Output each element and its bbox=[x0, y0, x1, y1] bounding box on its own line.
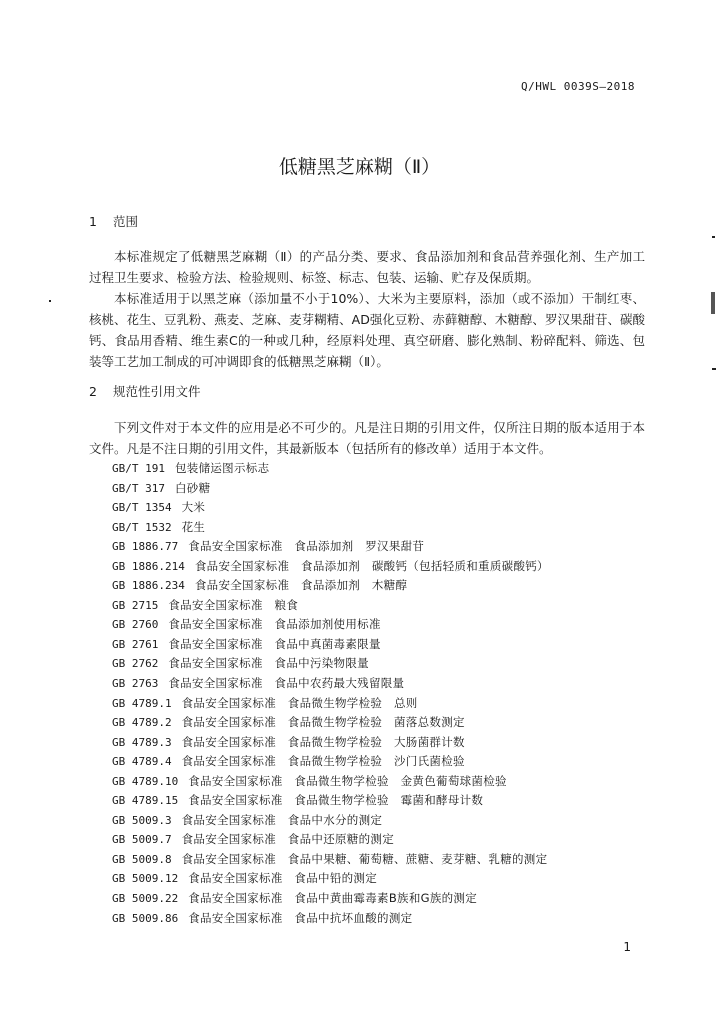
reference-code: GB 2763 bbox=[112, 677, 159, 691]
reference-item bbox=[112, 811, 549, 831]
reference-item bbox=[112, 694, 549, 714]
reference-item bbox=[112, 557, 549, 577]
reference-title: 食品安全国家标准 食品微生物学检验 沙门氏菌检验 bbox=[181, 754, 465, 769]
reference-code: GB 5009.8 bbox=[112, 852, 172, 866]
reference-item bbox=[112, 537, 549, 557]
reference-item bbox=[112, 576, 549, 596]
reference-item bbox=[112, 518, 549, 538]
reference-item bbox=[112, 596, 549, 616]
reference-code: GB/T 1354 bbox=[112, 501, 172, 515]
reference-title: 食品安全国家标准 食品中果糖、葡萄糖、蔗糖、麦芽糖、乳糖的测定 bbox=[181, 851, 548, 866]
scope-paragraph-2: 本标准适用于以黑芝麻（添加量不小于10%）、大米为主要原料，添加（或不添加）干制红枣、核桃、花生、豆乳粉、燕麦、芝麻、麦芽糊精、AD强化豆粉、赤藓糖醇、木糖醇、罗汉果甜苷、碳酸钙、食品用香精、维生素C的一种或几种，经原料处理、真空研磨、膨化熟制、粉碎配料、筛选、包装等工艺加工制成的可冲调即食的低糖黑芝麻糊（Ⅱ）。 bbox=[89, 291, 645, 369]
page-number: 1 bbox=[623, 940, 631, 954]
reference-title: 食品安全国家标准 食品添加剂使用标准 bbox=[168, 617, 381, 632]
reference-code: GB 1886.214 bbox=[112, 559, 185, 573]
reference-code: GB 5009.7 bbox=[112, 833, 172, 847]
reference-title: 食品安全国家标准 食品中污染物限量 bbox=[168, 656, 369, 671]
reference-title: 花生 bbox=[181, 519, 206, 534]
reference-code: GB/T 317 bbox=[112, 481, 165, 495]
reference-title: 食品安全国家标准 食品微生物学检验 霉菌和酵母计数 bbox=[188, 793, 484, 808]
reference-code: GB 4789.2 bbox=[112, 716, 172, 730]
reference-title: 食品安全国家标准 食品添加剂 碳酸钙（包括轻质和重质碳酸钙） bbox=[194, 558, 549, 573]
reference-item bbox=[112, 752, 549, 772]
reference-item bbox=[112, 459, 549, 479]
reference-code: GB 1886.234 bbox=[112, 579, 185, 593]
scan-speck bbox=[712, 236, 715, 238]
reference-title: 食品安全国家标准 食品中水分的测定 bbox=[181, 812, 383, 827]
reference-list bbox=[112, 459, 549, 928]
reference-item bbox=[112, 498, 549, 518]
section-heading-scope bbox=[89, 212, 138, 230]
document-title: 低糖黑芝麻糊（Ⅱ） bbox=[278, 156, 441, 178]
reference-title: 食品安全国家标准 食品微生物学检验 金黄色葡萄球菌检验 bbox=[188, 773, 507, 788]
reference-code: GB 5009.12 bbox=[112, 872, 179, 886]
reference-code: GB 4789.15 bbox=[112, 794, 179, 808]
reference-item bbox=[112, 869, 549, 889]
reference-title: 食品安全国家标准 粮食 bbox=[168, 597, 299, 612]
section-number: 2 bbox=[89, 384, 97, 399]
section-title: 规范性引用文件 bbox=[113, 384, 201, 399]
reference-title: 食品安全国家标准 食品添加剂 罗汉果甜苷 bbox=[188, 539, 425, 554]
reference-code: GB 5009.86 bbox=[112, 911, 179, 925]
reference-code: GB 4789.10 bbox=[112, 774, 179, 788]
reference-title: 食品安全国家标准 食品微生物学检验 菌落总数测定 bbox=[181, 715, 465, 730]
reference-title: 食品安全国家标准 食品中真菌毒素限量 bbox=[168, 636, 381, 651]
scan-edge-mark bbox=[711, 292, 715, 314]
reference-item bbox=[112, 713, 549, 733]
reference-code: GB 2762 bbox=[112, 657, 159, 671]
reference-title: 食品安全国家标准 食品中还原糖的测定 bbox=[181, 832, 395, 847]
scan-speck bbox=[49, 300, 51, 302]
reference-title: 食品安全国家标准 食品中铅的测定 bbox=[188, 871, 378, 886]
section-number: 1 bbox=[89, 214, 97, 229]
reference-title: 白砂糖 bbox=[174, 480, 211, 495]
reference-code: GB 5009.3 bbox=[112, 813, 172, 827]
reference-item bbox=[112, 772, 549, 792]
reference-code: GB 2715 bbox=[112, 598, 159, 612]
reference-title: 食品安全国家标准 食品微生物学检验 大肠菌群计数 bbox=[181, 734, 465, 749]
section-heading-normative-references bbox=[89, 382, 201, 400]
reference-item bbox=[112, 791, 549, 811]
reference-code: GB 1886.77 bbox=[112, 540, 179, 554]
reference-title: 食品安全国家标准 食品中抗坏血酸的测定 bbox=[188, 910, 413, 925]
reference-item bbox=[112, 635, 549, 655]
scan-speck bbox=[712, 368, 716, 370]
reference-code: GB 5009.22 bbox=[112, 892, 179, 906]
reference-title: 包装储运图示标志 bbox=[174, 461, 270, 475]
reference-item bbox=[112, 889, 549, 909]
reference-title: 食品安全国家标准 食品微生物学检验 总则 bbox=[181, 695, 418, 710]
reference-item bbox=[112, 615, 549, 635]
reference-title: 大米 bbox=[181, 500, 206, 515]
reference-code: GB/T 1532 bbox=[112, 520, 172, 534]
reference-title: 食品安全国家标准 食品添加剂 木糖醇 bbox=[194, 578, 408, 593]
reference-item bbox=[112, 830, 549, 850]
references-intro-paragraph: 下列文件对于本文件的应用是必不可少的。凡是注日期的引用文件，仅所注日期的版本适用于本文件。凡是不注日期的引用文件，其最新版本（包括所有的修改单）适用于本文件。 bbox=[89, 420, 645, 456]
document-code: Q/HWL 0039S—2018 bbox=[521, 80, 635, 93]
reference-code: GB/T 191 bbox=[112, 462, 165, 475]
reference-item bbox=[112, 909, 549, 929]
reference-code: GB 4789.4 bbox=[112, 755, 172, 769]
reference-item bbox=[112, 654, 549, 674]
reference-code: GB 2761 bbox=[112, 637, 159, 651]
reference-code: GB 4789.1 bbox=[112, 696, 172, 710]
section-title: 范围 bbox=[113, 214, 139, 229]
reference-item bbox=[112, 850, 549, 870]
reference-title: 食品安全国家标准 食品中黄曲霉毒素B族和G族的测定 bbox=[188, 891, 478, 906]
scope-paragraph-1: 本标准规定了低糖黑芝麻糊（Ⅱ）的产品分类、要求、食品添加剂和食品营养强化剂、生产加工过程卫生要求、检验方法、检验规则、标签、标志、包装、运输、贮存及保质期。 bbox=[89, 249, 645, 285]
reference-item bbox=[112, 733, 549, 753]
reference-code: GB 2760 bbox=[112, 618, 159, 632]
reference-title: 食品安全国家标准 食品中农药最大残留限量 bbox=[168, 676, 405, 691]
reference-code: GB 4789.3 bbox=[112, 735, 172, 749]
reference-item bbox=[112, 674, 549, 694]
reference-item bbox=[112, 479, 549, 499]
